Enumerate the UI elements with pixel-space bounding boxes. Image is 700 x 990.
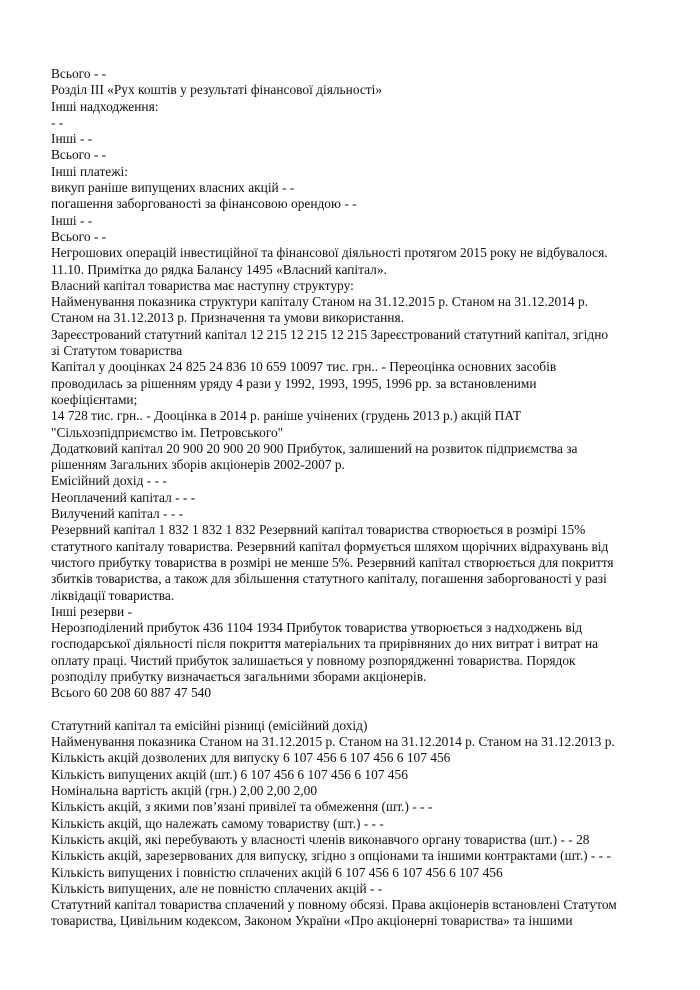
text-line: Неоплачений капітал - - - [51, 489, 196, 505]
text-line: Додатковий капітал 20 900 20 900 20 900 Прибуток, залишений на розвиток підприємства за [51, 440, 578, 456]
text-line: Кількість випущених і повністю сплачених акцій 6 107 456 6 107 456 6 107 456 [51, 864, 503, 880]
blank-line [51, 702, 661, 718]
text-line: Статутний капітал товариства сплачений у повному обсязі. Права акціонерів встановлені Статутом [51, 897, 617, 913]
text-line: Інші - - [51, 131, 93, 147]
text-line: коефіцієнтами; [51, 391, 138, 407]
text-line: Всього - - [51, 66, 107, 81]
text-line: збитків товариства, а також для збільшення статутного капіталу, погашення заборгованості у разі [51, 571, 607, 587]
text-line: Зареєстрований статутний капітал 12 215 12 215 12 215 Зареєстрований статутний капітал, згідно [51, 326, 609, 342]
text-line: Нерозподілений прибуток 436 1104 1934 Прибуток товариства утворюється з надходжень від [51, 620, 583, 636]
text-line: погашення заборгованості за фінансовою орендою - - [51, 196, 357, 212]
text-line: Кількість випущених акцій (шт.) 6 107 456 6 107 456 6 107 456 [51, 766, 408, 782]
text-line: Вилучений капітал - - - [51, 506, 184, 522]
text-line: статутного капіталу товариства. Резервний капітал формується шляхом щорічних відрахувань від [51, 538, 609, 554]
text-line: Кількість акцій, що належать самому товариству (шт.) - - - [51, 815, 384, 831]
text-line: Інші - - [51, 212, 93, 228]
text-line: Інші платежі: [51, 163, 128, 179]
text-line: Всього - - [51, 147, 107, 163]
text-line: ліквідації товариства. [51, 587, 175, 603]
text-line: Станом на 31.12.2013 р. Призначення та умови використання. [51, 310, 404, 326]
text-line: проводилась за рішенням уряду 4 рази у 1992, 1993, 1995, 1996 рр. за встановленими [51, 375, 537, 391]
text-line: Власний капітал товариства має наступну структуру: [51, 277, 354, 293]
text-line: Найменування показника структури капіталу Станом на 31.12.2015 р. Станом на 31.12.2014 р. [51, 294, 588, 310]
text-line: Інші надходження: [51, 98, 159, 114]
text-line: господарської діяльності після покриття матеріальних та прирівняних до них витрат і витрат на [51, 636, 599, 652]
text-line: Розділ ІІІ «Рух коштів у результаті фінансової діяльності» [51, 82, 383, 98]
text-line: Емісійний дохід - - - [51, 473, 167, 489]
text-line: товариства, Цивільним кодексом, Законом України «Про акціонерні товариства» та іншими [51, 913, 573, 929]
text-line: чистого прибутку товариства в розмірі не менше 5%. Резервний капітал створюється для покриття [51, 554, 614, 570]
text-line: 14 728 тис. грн.. - Дооцінка в 2014 р. раніше учінених (грудень 2013 р.) акцій ПАТ [51, 408, 522, 424]
text-line: - - [51, 114, 64, 130]
text-line: Статутний капітал та емісійні різниці (емісійний дохід) [51, 717, 368, 733]
text-line: 11.10. Примітка до рядка Балансу 1495 «Власний капітал». [51, 261, 387, 277]
text-line: Кількість акцій дозволених для випуску 6 107 456 6 107 456 6 107 456 [51, 750, 451, 766]
text-line: розподілу прибутку визначається загальними зборами акціонерів. [51, 668, 427, 684]
text-line: Капітал у дооцінках 24 825 24 836 10 659 10097 тис. грн.. - Переоцінка основних засобів [51, 359, 557, 375]
text-line: Найменування показника Станом на 31.12.2015 р. Станом на 31.12.2014 р. Станом на 31.12.2013 р. [51, 734, 615, 750]
text-line: "Сільхозпідприємство ім. Петровського" [51, 424, 284, 440]
text-line: Всього - - [51, 228, 107, 244]
text-line: Всього 60 208 60 887 47 540 [51, 685, 212, 701]
text-line: викуп раніше випущених власних акцій - - [51, 180, 295, 196]
text-line: зі Статутом товариства [51, 343, 183, 359]
text-line: Кількість акцій, зарезервованих для випуску, згідно з опціонами та іншими контрактами (шт.) - - - [51, 848, 611, 864]
text-line: Резервний капітал 1 832 1 832 1 832 Резервний капітал товариства створюється в розмірі 15% [51, 522, 586, 538]
text-line: Кількість акцій, які перебувають у власності членів виконавчого органу товариства (шт.) - - 28 [51, 831, 590, 847]
text-line: Кількість акцій, з якими пов’язані привілеї та обмеження (шт.) - - - [51, 799, 433, 815]
text-line: Кількість випущених, але не повністю сплачених акцій - - [51, 880, 383, 896]
text-line: рішенням Загальних зборів акціонерів 2002-2007 р. [51, 457, 345, 473]
text-line: оплату праці. Чистий прибуток залишається у повному розпорядженні товариства. Порядок [51, 652, 576, 668]
text-line: Інші резерви - [51, 603, 133, 619]
document-page [51, 66, 661, 930]
text-line: Номінальна вартість акцій (грн.) 2,00 2,00 2,00 [51, 783, 318, 799]
text-line: Негрошових операцій інвестиційної та фінансової діяльності протягом 2015 року не відбувалося. [51, 245, 608, 261]
